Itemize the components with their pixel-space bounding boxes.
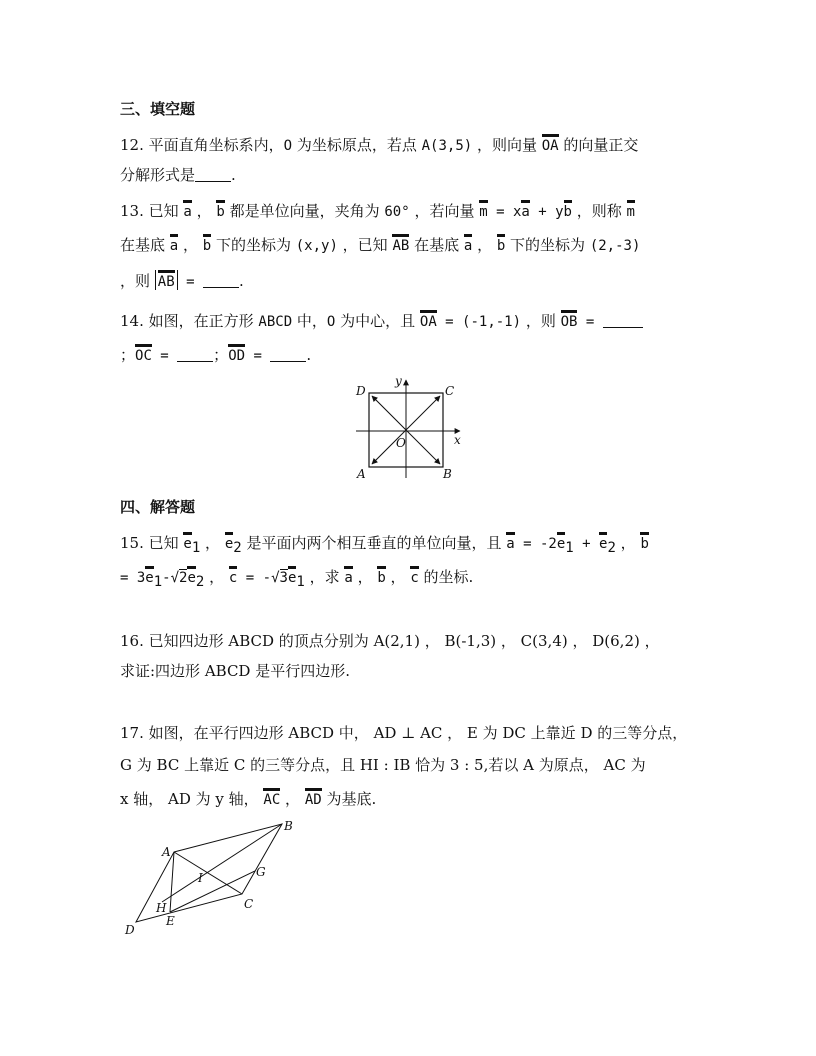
q15-sub: 1 (153, 574, 163, 590)
q13-line1 (120, 200, 635, 221)
q15-vec-e2: e (187, 566, 195, 585)
q15-line1 (120, 532, 649, 556)
q13-expr: + y (529, 204, 564, 220)
vector-ob (406, 430, 440, 464)
q13-text: = (177, 274, 203, 290)
q14-line1 (120, 310, 643, 331)
q13-text: 在基底 (120, 236, 170, 254)
q15-text: 是平面内两个相互垂直的单位向量，且 (241, 534, 507, 552)
q12-point: A(3,5) (421, 138, 473, 154)
q14-value: = (-1,-1) (436, 314, 522, 330)
q13-text: 13. 已知 (120, 202, 184, 220)
q15-text: ， (385, 568, 411, 586)
q15-vec-a: a (344, 566, 352, 585)
q13-text: . (238, 272, 244, 290)
q12-blank[interactable] (195, 167, 231, 182)
q15-vec-b: b (640, 532, 648, 551)
label-c: C (445, 384, 455, 398)
q15-text: ，求 (304, 568, 345, 586)
q17-line1: 17. 如图，在平行四边形 ABCD 中， AD ⊥ AC ， E 为 DC 上靠近 D 的三等分点， (120, 724, 688, 742)
sqrt-2: √2 (170, 570, 188, 586)
label-e: E (166, 914, 175, 928)
label-i: I (198, 871, 203, 885)
q13-vec-m: m (479, 200, 487, 219)
label-d: D (356, 384, 366, 398)
q13-xy: (x,y) (295, 238, 338, 254)
q15-sub: 2 (607, 540, 616, 556)
q15-radicand: 3 (279, 570, 288, 586)
q15-sub: 1 (565, 540, 574, 556)
q13-coord: (2,-3) (589, 238, 641, 254)
q12-text: 的向量正交 (558, 136, 639, 154)
segment-eg (170, 871, 255, 912)
q13-vec-b: b (497, 234, 505, 253)
label-d: D (125, 923, 135, 937)
q13-vec-b: b (216, 200, 224, 219)
label-x: x (454, 433, 461, 447)
q13-line3 (120, 270, 244, 291)
label-o: O (396, 436, 406, 450)
q12-text: 12. 平面直角坐标系内， (120, 136, 284, 154)
label-a: A (162, 845, 171, 859)
q15-sub: 2 (233, 540, 242, 556)
q17-text: 为基底. (321, 790, 377, 808)
q15-sub: 1 (296, 574, 305, 590)
q14-blank-ob[interactable] (603, 313, 643, 328)
q13-vec-b: b (203, 234, 211, 253)
q12-text: 为坐标原点，若点 (292, 136, 422, 154)
q13-text: ，已知 (337, 236, 393, 254)
q13-vec-ab: AB (392, 234, 409, 253)
q12-line2 (120, 164, 236, 185)
q15-text: ， (615, 534, 641, 552)
q14-square-figure (352, 372, 468, 482)
q15-sub: 1 (191, 540, 201, 556)
q13-angle: 60° (384, 204, 410, 220)
q14-text: 中， (292, 312, 327, 330)
sqrt-3: √3 (271, 570, 288, 586)
label-b: B (284, 819, 293, 833)
q14-vec-oc: OC (135, 344, 152, 363)
q17-parallelogram-figure (118, 818, 298, 938)
segment-hb (162, 824, 282, 902)
q14-vec-od: OD (228, 344, 245, 363)
q13-text: ，则 (120, 272, 155, 290)
q14-square: ABCD (258, 314, 293, 330)
q13-text: ， (472, 236, 497, 254)
q13-vec-a: a (170, 234, 178, 253)
q14-vec-oa: OA (420, 310, 437, 329)
q12-origin: O (283, 138, 293, 154)
segment-ae (170, 852, 174, 912)
q14-center: O (326, 314, 336, 330)
q13-text: 下的坐标为 (505, 236, 590, 254)
q13-vec-ab: AB (158, 270, 175, 289)
q14-text: = (151, 348, 178, 364)
q15-vec-c: c (410, 566, 418, 585)
q17-line2: G 为 BC 上靠近 C 的三等分点，且 HI : IB 恰为 3 : 5,若以 A 为原点， AC 为 (120, 756, 646, 774)
q12-text: . (231, 166, 236, 184)
q14-text: 为中心，且 (335, 312, 420, 330)
q15-vec-e1: e (145, 566, 153, 585)
q12-text: ，则向量 (472, 136, 542, 154)
q14-text: = (245, 348, 271, 364)
q13-text: ，则称 (571, 202, 627, 220)
q15-vec-e1: e (557, 532, 565, 551)
q12-text: 分解形式是 (120, 166, 196, 184)
q14-line2 (120, 344, 311, 365)
q13-blank[interactable] (203, 273, 239, 288)
q17-text: ， (280, 790, 305, 808)
q13-vec-a: a (464, 234, 472, 253)
q14-blank-oc[interactable] (177, 347, 213, 362)
vector-od (372, 396, 406, 430)
q13-line2 (120, 234, 640, 255)
q13-expr: = x (487, 204, 522, 220)
q15-vec-e2: e (599, 532, 607, 551)
label-b: B (443, 467, 452, 481)
q16-line2: 求证:四边形 ABCD 是平行四边形. (120, 662, 350, 680)
q14-text: ； (213, 346, 229, 364)
q15-sub: 2 (195, 574, 205, 590)
q15-text: 15. 已知 (120, 534, 184, 552)
q14-text: . (306, 346, 312, 364)
q13-vec-m: m (627, 200, 635, 219)
label-h: H (156, 901, 167, 915)
q13-text: 都是单位向量，夹角为 (224, 202, 385, 220)
label-y: y (395, 374, 402, 388)
q13-vec-a: a (521, 200, 529, 219)
q15-expr: = -2 (514, 536, 557, 552)
q15-text: 的坐标. (418, 568, 474, 586)
q15-vec-c: c (229, 566, 237, 585)
q14-vec-ob: OB (561, 310, 578, 329)
label-a: A (357, 467, 366, 481)
q15-expr: = - (237, 570, 272, 586)
label-c: C (244, 897, 254, 911)
q14-text: = (577, 314, 603, 330)
q15-vec-e1: e (288, 566, 296, 585)
q14-blank-od[interactable] (270, 347, 306, 362)
q15-expr: - (162, 570, 171, 586)
q14-text: 14. 如图，在正方形 (120, 312, 259, 330)
q15-text: ， (352, 568, 378, 586)
q15-expr: = 3 (120, 570, 146, 586)
section-solutions: 四、解答题 (120, 498, 196, 516)
q16-line1: 16. 已知四边形 ABCD 的顶点分别为 A(2,1) ， B(-1,3) ， C(3,4) ， D(6,2) ， (120, 632, 660, 650)
q15-radicand: 2 (179, 570, 188, 586)
q13-text: 下的坐标为 (211, 236, 296, 254)
q17-line3 (120, 788, 376, 809)
q13-text: ， (178, 236, 203, 254)
q12-line1 (120, 134, 638, 155)
q15-text: ， (204, 568, 229, 586)
q14-text: ，则 (521, 312, 561, 330)
q15-vec-b: b (377, 566, 385, 585)
q15-expr: + (573, 536, 600, 552)
q15-text: ， (200, 534, 225, 552)
q13-vec-a: a (183, 200, 191, 219)
q12-vector: OA (542, 134, 559, 153)
section-fill-in: 三、填空题 (120, 100, 196, 118)
label-g: G (256, 865, 266, 879)
q14-text: ； (120, 346, 136, 364)
q13-text: 在基底 (409, 236, 464, 254)
q13-vec-b: b (564, 200, 572, 219)
q13-text: ，若向量 (409, 202, 480, 220)
q17-vec-ad: AD (305, 788, 322, 807)
q15-vec-e1: e (183, 532, 191, 551)
q17-vec-ac: AC (263, 788, 280, 807)
q13-text: ， (191, 202, 217, 220)
q15-line2 (120, 566, 473, 590)
vector-oc (406, 396, 440, 430)
q15-vec-e2: e (225, 532, 233, 551)
q17-text: x 轴， AD 为 y 轴， (120, 790, 264, 808)
q15-vec-a: a (506, 532, 514, 551)
